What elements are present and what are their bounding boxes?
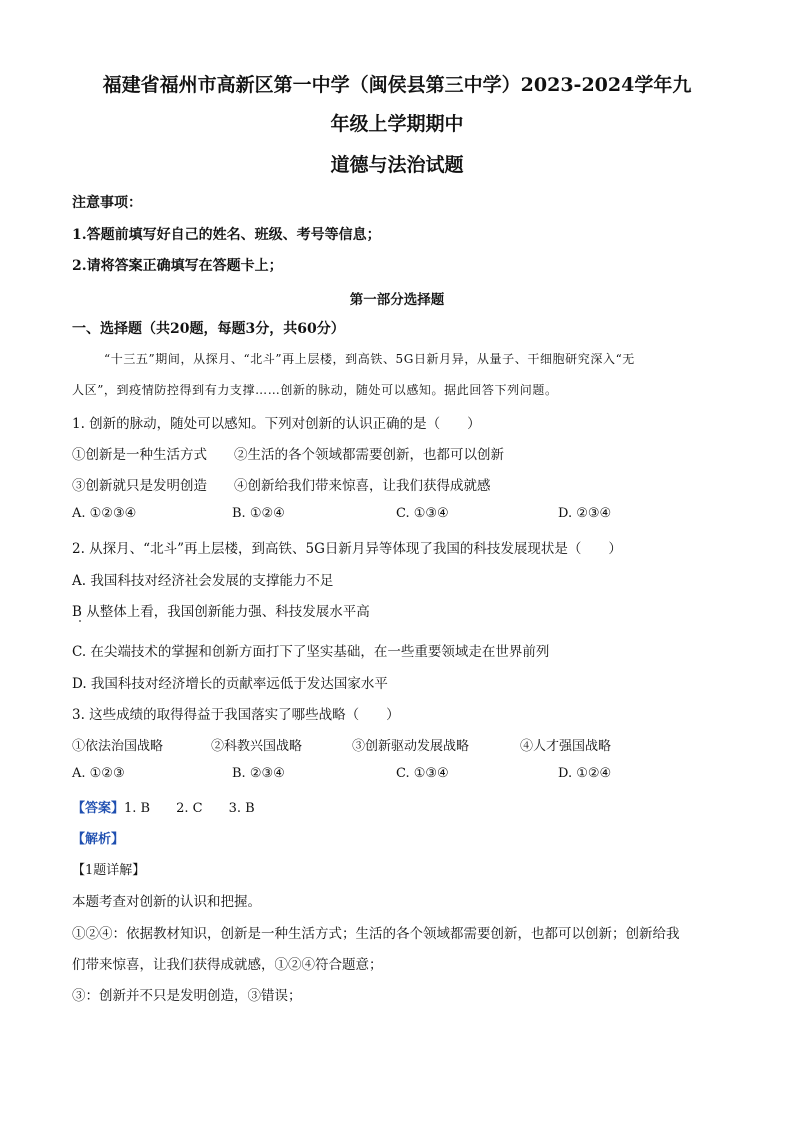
notice-item-1: 1.答题前填写好自己的姓名、班级、考号等信息； [72, 227, 381, 243]
q1-option-c: C. ①③④ [396, 506, 449, 521]
analysis-paragraph-3: 们带来惊喜，让我们获得成就感，①②④符合题意； [72, 957, 383, 973]
analysis-paragraph-1: 本题考查对创新的认识和把握。 [72, 894, 261, 910]
analysis-paragraph-4: ③：创新并不只是发明创造，③错误； [72, 988, 302, 1004]
q3-option-b: B. ②③④ [232, 766, 285, 781]
q3-statement-2: ②科教兴国战略 [211, 739, 303, 754]
q3-statement-3: ③创新驱动发展战略 [352, 739, 470, 754]
notice-heading: 注意事项： [72, 195, 142, 211]
answer-label: 【答案】 [72, 801, 125, 816]
document-title-line2: 年级上学期期中 [330, 113, 464, 135]
answer-value: 1. B 2. C 3. B [124, 801, 255, 816]
q3-option-d: D. ①②④ [558, 766, 612, 781]
q2-option-d: D. 我国科技对经济增长的贡献率远低于发达国家水平 [72, 676, 388, 692]
q1-option-a: A. ①②③④ [72, 506, 137, 521]
answer-line [72, 797, 255, 816]
analysis-label: 【解析】 [72, 832, 125, 847]
q2-stem: 2. 从探月、“北斗”再上层楼，到高铁、5G日新月异等体现了我国的科技发展现状是（ ） [72, 541, 622, 557]
q2-option-a: A. 我国科技对经济社会发展的支撑能力不足 [72, 573, 334, 589]
material-line-2: 人区”，到疫情防控得到有力支撑……创新的脉动，随处可以感知。据此回答下列问题。 [72, 383, 558, 397]
q1-statements-1: ①创新是一种生活方式 ②生活的各个领域都需要创新，也都可以创新 [72, 447, 504, 463]
part1-heading: 第一部分选择题 [349, 292, 445, 308]
q3-statement-1: ①依法治国战略 [72, 739, 164, 754]
q3-option-a: A. ①②③ [72, 766, 125, 781]
q3-option-c: C. ①③④ [396, 766, 449, 781]
analysis-paragraph-2: ①②④：依据教材知识，创新是一种生活方式；生活的各个领域都需要创新，也都可以创新；创新给我 [72, 926, 680, 942]
q1-option-d: D. ②③④ [558, 506, 612, 521]
q2-option-b: B 从整体上看，我国创新能力强、科技发展水平高 [72, 604, 370, 620]
document-subtitle: 道德与法治试题 [330, 154, 464, 176]
q3-stem: 3. 这些成绩的取得得益于我国落实了哪些战略（ ） [72, 707, 400, 723]
section-heading: 一、选择题（共20题，每题3分，共60分） [72, 321, 345, 337]
q1-option-b: B. ①②④ [232, 506, 285, 521]
notice-item-2: 2.请将答案正确填写在答题卡上； [72, 258, 283, 274]
document-title-line1: 福建省福州市高新区第一中学（闽侯县第三中学）2023-2024学年九 [102, 74, 692, 96]
q1-statements-2: ③创新就只是发明创造 ④创新给我们带来惊喜，让我们获得成就感 [72, 478, 491, 494]
material-line-1: “十三五”期间，从探月、“北斗”再上层楼，到高铁、5G日新月异，从量子、干细胞研究深入“无 [104, 352, 635, 366]
analysis-subheading-1: 【1题详解】 [72, 863, 146, 878]
q3-statement-4: ④人才强国战略 [520, 739, 612, 754]
q1-stem: 1. 创新的脉动，随处可以感知。下列对创新的认识正确的是（ ） [72, 416, 481, 432]
q2-option-c: C. 在尖端技术的掌握和创新方面打下了坚实基础，在一些重要领域走在世界前列 [72, 644, 550, 660]
stray-dot [79, 620, 81, 622]
